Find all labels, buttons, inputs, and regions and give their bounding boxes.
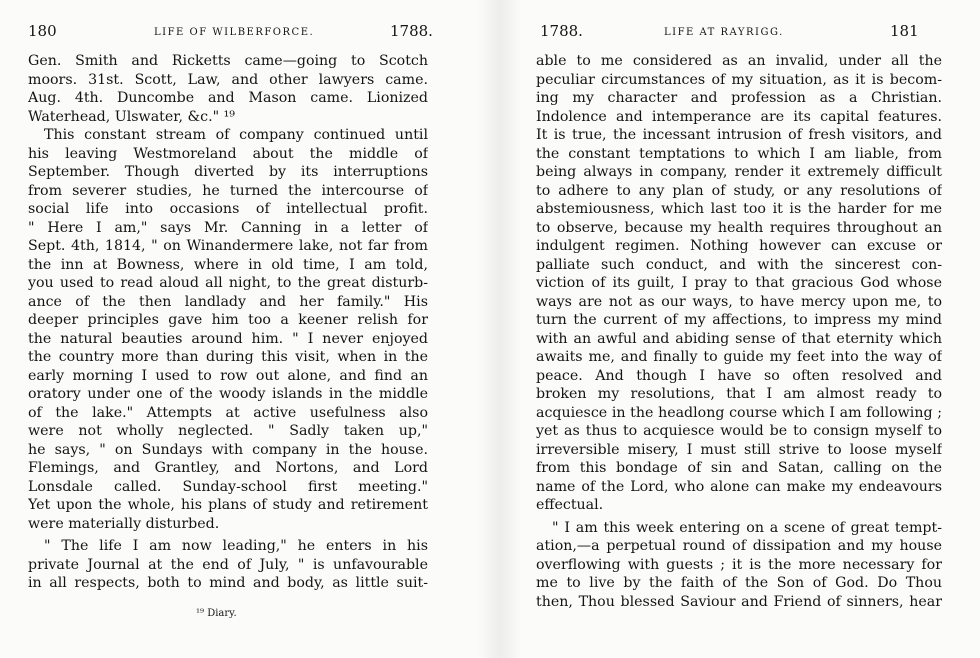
text-line: early morning I used to row out alone, and find an [28,367,428,384]
text-line: private Journal at the end of July, " is unfavourable [28,556,428,573]
left-page [28,0,433,658]
text-line: you used to read aloud all night, to the great disturb- [28,275,428,291]
text-line: the inn at Bowness, where in old time, I am told, [28,256,428,273]
right-page-body [536,52,942,611]
text-line: of the lake." Attempts at active usefulness also [28,404,428,421]
text-line: oratory under one of the woody islands in the middle [28,386,428,402]
right-page-header [536,22,942,44]
text-line: abstemiousness, which last too it is the harder for me [536,201,942,217]
text-line: moors. 31st. Scott, Law, and other lawyers came. [28,71,428,88]
text-line: effectual. [536,497,604,513]
text-line: awaits me, and finally to guide my feet into the way of [536,349,942,365]
text-line: deeper principles gave him too a keener relish for [28,312,428,328]
text-line: broken my resolutions, that I am almost ready to [536,386,942,402]
text-line: ance of the then landlady and her family." His [28,293,428,310]
book-gutter [478,0,522,658]
text-line: with an awful and abiding sense of that eternity which [536,330,942,347]
text-line: Gen. Smith and Ricketts came—going to Scotch [28,53,428,69]
text-line: the natural beauties around him. " I never enjoyed [28,330,428,347]
text-line: It is true, the incessant intrusion of fresh visitors, and [536,127,942,143]
text-line: peculiar circumstances of my situation, as it is becom- [536,71,942,88]
left-page-year: 1788. [390,22,433,40]
text-line: Lonsdale called. Sunday-school first meeting." [28,478,428,495]
text-line: the constant temptations to which I am liable, from [536,145,942,162]
right-page [536,0,942,658]
right-running-head: LIFE AT RAYRIGG. [664,27,784,38]
text-line: Yet upon the whole, his plans of study and retirement [28,497,428,513]
text-line: " I am this week entering on a scene of great tempt- [552,519,942,536]
text-line: were materially disturbed. [28,515,220,532]
text-line: me to live by the faith of the Son of God. Do Thou [536,575,942,591]
text-line: Indolence and intemperance are its capital features. [536,108,942,125]
right-page-year: 1788. [540,22,583,40]
text-line: Waterhead, Ulswater, &c." ¹⁹ [28,108,235,125]
left-page-header [28,22,433,44]
text-line: " Here I am," says Mr. Canning in a letter of [28,219,428,236]
text-line: Aug. 4th. Duncombe and Mason came. Lionized [28,90,428,106]
text-line: being always in company, render it extremely difficult [536,164,942,180]
text-line: " The life I am now leading," he enters in his [44,538,428,554]
text-line: yet as thus to acquiesce would be to consign myself to [536,423,942,439]
text-line: his leaving Westmoreland about the middle of [28,145,428,162]
text-line: name of the Lord, who alone can make my endeavours [536,478,942,495]
text-line: acquiesce in the headlong course which I am following ; [536,404,942,421]
text-line: peace. And though I have so often resolved and [536,367,942,384]
text-line: palliate such conduct, and with the sincerest con- [536,256,942,273]
text-line: he says, " on Sundays with company in the house. [28,441,428,458]
text-line: able to me considered as an invalid, under all the [536,53,942,69]
text-line: were not wholly neglected. " Sadly taken up," [28,423,428,439]
text-line: ing my character and profession as a Christian. [536,90,942,106]
text-line: September. Though diverted by its interruptions [28,164,428,180]
left-footnote: ¹⁹ Diary. [196,608,237,619]
text-line: Sept. 4th, 1814, " on Winandermere lake, not far from [28,238,428,254]
text-line: to adhere to any plan of study, or any resolutions of [536,182,942,199]
text-line: irreversible misery, I must still strive to loose myself [536,441,942,458]
left-running-head: LIFE OF WILBERFORCE. [154,27,315,38]
text-line: from severer studies, he turned the intercourse of [28,182,428,199]
text-line: the country more than during this visit, when in the [28,349,428,365]
text-line: viction of its guilt, I pray to that gracious God whose [536,275,942,291]
text-line: This constant stream of company continued until [44,127,428,143]
text-line: ways are not as our ways, to have mercy upon me, to [536,293,942,310]
text-line: indulgent regimen. Nothing however can excuse or [536,238,942,254]
left-page-number: 180 [28,22,57,40]
text-line: social life into occasions of intellectual profit. [28,201,428,217]
right-page-number: 181 [890,22,919,40]
text-line: ation,—a perpetual round of dissipation and my house [536,538,942,554]
text-line: then, Thou blessed Saviour and Friend of sinners, hear [536,593,942,610]
text-line: turn the current of my affections, to impress my mind [536,312,942,328]
left-page-body [28,52,428,593]
text-line: to observe, because my health requires throughout an [536,219,942,236]
text-line: Flemings, and Grantley, and Nortons, and Lord [28,460,428,476]
text-line: in all respects, both to mind and body, as little suit- [28,575,428,591]
text-line: from this bondage of sin and Satan, calling on the [536,460,942,476]
text-line: overflowing with guests ; it is the more necessary for [536,556,942,573]
